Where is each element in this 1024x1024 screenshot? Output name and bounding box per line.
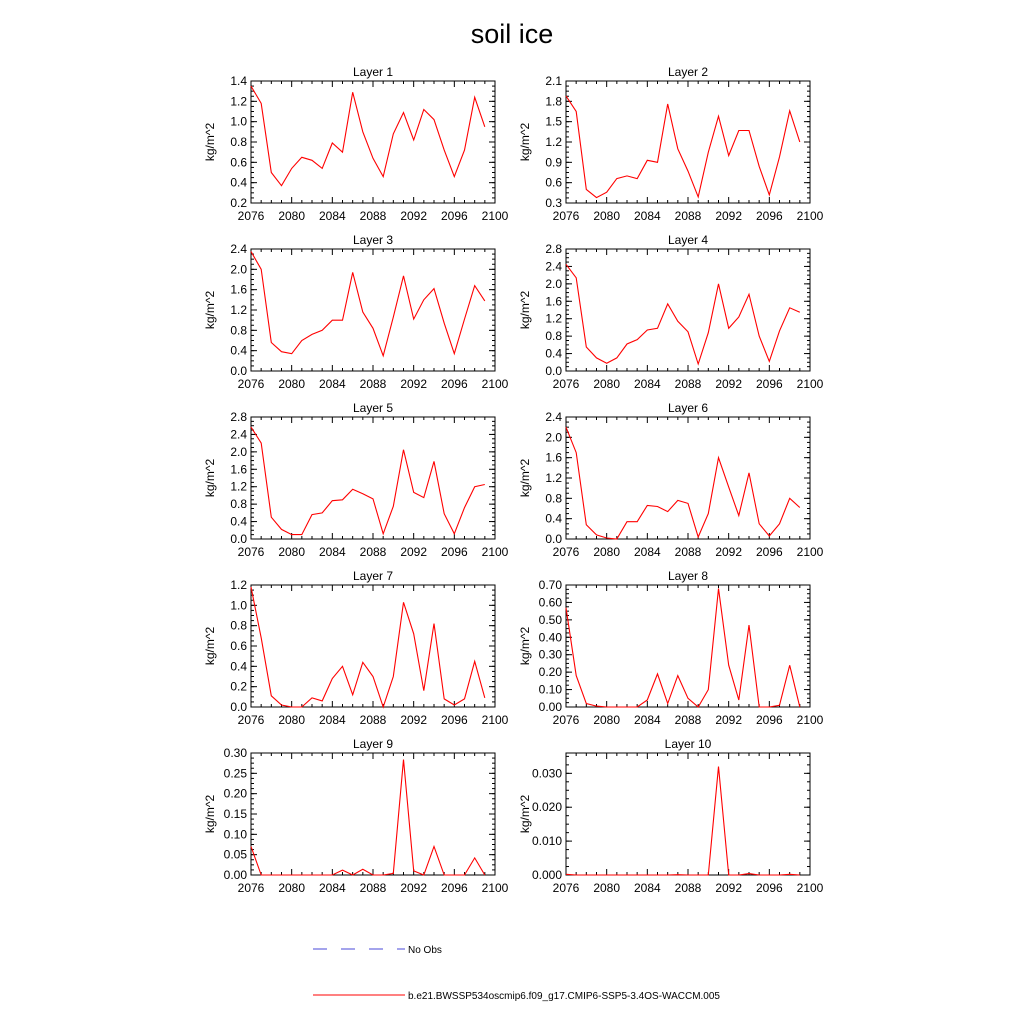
panel-grid xyxy=(203,65,824,895)
panel-layer-7 xyxy=(203,569,509,727)
x-tick-label: 2084 xyxy=(318,377,346,391)
x-tick-label: 2084 xyxy=(318,713,346,727)
x-tick-label: 2084 xyxy=(633,377,661,391)
x-tick-label: 2080 xyxy=(278,881,306,895)
series-line xyxy=(251,86,485,186)
y-tick-label: 0.020 xyxy=(531,800,562,815)
x-tick-label: 2080 xyxy=(593,545,621,559)
x-tick-label: 2088 xyxy=(674,377,702,391)
y-tick-label: 1.6 xyxy=(545,294,562,309)
x-tick-label: 2080 xyxy=(593,881,621,895)
x-tick-label: 2080 xyxy=(278,209,306,223)
x-tick-label: 2084 xyxy=(633,545,661,559)
y-tick-label: 1.2 xyxy=(545,135,562,149)
panel-layer-4 xyxy=(518,233,824,391)
x-tick-label: 2096 xyxy=(755,881,783,895)
y-tick-label: 0.20 xyxy=(538,665,562,680)
x-tick-label: 2096 xyxy=(440,545,468,559)
x-tick-label: 2080 xyxy=(278,545,306,559)
x-tick-label: 2080 xyxy=(593,209,621,223)
x-tick-label: 2096 xyxy=(755,377,783,391)
y-tick-label: 0.0 xyxy=(230,700,247,714)
series-line xyxy=(566,589,800,708)
y-tick-label: 0.05 xyxy=(223,847,247,862)
panel-title: Layer 1 xyxy=(352,65,394,79)
plot-frame xyxy=(566,249,810,371)
series-line xyxy=(566,767,800,875)
series-line xyxy=(251,760,485,876)
x-tick-label: 2088 xyxy=(359,209,387,223)
panel-layer-8 xyxy=(518,569,824,727)
x-tick-label: 2088 xyxy=(359,881,387,895)
y-tick-label: 2.0 xyxy=(545,430,562,445)
x-tick-label: 2092 xyxy=(400,545,428,559)
x-tick-label: 2084 xyxy=(318,881,346,895)
y-tick-label: 1.6 xyxy=(230,462,247,477)
panel-layer-6 xyxy=(518,401,824,559)
x-tick-label: 2092 xyxy=(715,881,743,895)
x-tick-label: 2076 xyxy=(237,209,265,223)
x-tick-label: 2092 xyxy=(715,713,743,727)
panel-title: Layer 10 xyxy=(664,737,712,751)
panel-layer-3 xyxy=(203,233,509,391)
x-tick-label: 2100 xyxy=(481,881,509,895)
x-tick-label: 2080 xyxy=(278,713,306,727)
x-tick-label: 2100 xyxy=(481,209,509,223)
series-line xyxy=(566,427,800,539)
y-tick-label: 0.6 xyxy=(230,155,247,170)
x-tick-label: 2076 xyxy=(552,713,580,727)
y-tick-label: 0.10 xyxy=(538,682,562,697)
x-tick-label: 2080 xyxy=(593,713,621,727)
y-tick-label: 0.00 xyxy=(223,868,247,882)
y-tick-label: 0.4 xyxy=(230,659,247,674)
y-tick-label: 2.4 xyxy=(230,242,247,256)
panel-title: Layer 4 xyxy=(667,233,709,247)
y-tick-label: 2.1 xyxy=(545,74,562,88)
x-tick-label: 2084 xyxy=(633,881,661,895)
y-axis-label: kg/m^2 xyxy=(203,122,217,162)
x-tick-label: 2088 xyxy=(674,209,702,223)
y-tick-label: 2.4 xyxy=(545,410,562,424)
x-tick-label: 2100 xyxy=(796,713,824,727)
y-tick-label: 0.40 xyxy=(538,630,562,645)
y-tick-label: 1.2 xyxy=(545,311,562,326)
x-tick-label: 2096 xyxy=(755,713,783,727)
x-tick-label: 2092 xyxy=(400,377,428,391)
x-tick-label: 2076 xyxy=(237,545,265,559)
x-tick-label: 2096 xyxy=(755,545,783,559)
y-axis-label: kg/m^2 xyxy=(518,290,532,330)
y-tick-label: 0.30 xyxy=(223,746,247,760)
x-tick-label: 2088 xyxy=(359,713,387,727)
x-tick-label: 2092 xyxy=(400,209,428,223)
y-tick-label: 0.6 xyxy=(230,639,247,653)
y-tick-label: 1.0 xyxy=(230,598,247,613)
y-tick-label: 0.25 xyxy=(223,766,247,781)
y-tick-label: 0.8 xyxy=(545,491,562,506)
x-tick-label: 2100 xyxy=(481,713,509,727)
x-tick-label: 2084 xyxy=(318,209,346,223)
x-tick-label: 2080 xyxy=(593,377,621,391)
y-tick-label: 0.60 xyxy=(538,595,562,610)
series-line xyxy=(251,587,485,707)
x-tick-label: 2088 xyxy=(674,713,702,727)
legend-model-label: b.e21.BWSSP534oscmip6.f09_g17.CMIP6-SSP5-3.4OS-WACCM.005 xyxy=(408,991,720,1002)
y-tick-label: 0.8 xyxy=(230,135,247,149)
panel-title: Layer 2 xyxy=(667,65,709,79)
y-axis-label: kg/m^2 xyxy=(518,794,532,834)
x-tick-label: 2092 xyxy=(715,209,743,223)
series-line xyxy=(566,96,800,198)
plot-frame xyxy=(566,417,810,539)
plot-frame xyxy=(251,585,495,707)
series-line xyxy=(566,264,800,364)
x-tick-label: 2088 xyxy=(674,545,702,559)
x-tick-label: 2080 xyxy=(278,377,306,391)
y-tick-label: 2.0 xyxy=(230,262,247,277)
plot-frame xyxy=(566,81,810,203)
y-tick-label: 0.20 xyxy=(223,786,247,801)
x-tick-label: 2076 xyxy=(552,881,580,895)
y-axis-label: kg/m^2 xyxy=(518,458,532,498)
y-tick-label: 2.0 xyxy=(545,276,562,291)
panel-layer-10 xyxy=(518,737,824,895)
x-tick-label: 2084 xyxy=(633,713,661,727)
y-tick-label: 0.8 xyxy=(230,497,247,512)
plot-frame xyxy=(251,753,495,875)
panel-layer-1 xyxy=(203,65,509,223)
y-tick-label: 0.30 xyxy=(538,647,562,662)
y-tick-label: 1.6 xyxy=(230,282,247,297)
figure-title: soil ice xyxy=(470,19,554,49)
y-tick-label: 0.4 xyxy=(545,346,562,361)
y-tick-label: 0.0 xyxy=(230,532,247,546)
panel-title: Layer 9 xyxy=(352,737,394,751)
y-tick-label: 0.6 xyxy=(545,175,562,190)
y-tick-label: 0.00 xyxy=(538,700,562,714)
x-tick-label: 2076 xyxy=(552,545,580,559)
x-tick-label: 2076 xyxy=(237,377,265,391)
x-tick-label: 2076 xyxy=(237,881,265,895)
panel-title: Layer 8 xyxy=(667,569,709,583)
y-tick-label: 0.030 xyxy=(531,766,562,781)
y-tick-label: 0.8 xyxy=(230,323,247,338)
y-tick-label: 0.010 xyxy=(531,834,562,849)
panel-layer-2 xyxy=(518,65,824,223)
plot-frame xyxy=(566,753,810,875)
plot-frame xyxy=(251,417,495,539)
x-tick-label: 2092 xyxy=(400,713,428,727)
x-tick-label: 2088 xyxy=(359,545,387,559)
x-tick-label: 2100 xyxy=(796,209,824,223)
y-tick-label: 0.8 xyxy=(230,618,247,633)
y-tick-label: 0.15 xyxy=(223,807,247,821)
x-tick-label: 2096 xyxy=(755,209,783,223)
y-tick-label: 2.8 xyxy=(545,242,562,256)
y-tick-label: 1.2 xyxy=(230,479,247,494)
y-tick-label: 2.4 xyxy=(545,259,562,274)
x-tick-label: 2096 xyxy=(440,209,468,223)
legend xyxy=(313,945,720,1002)
plot-frame xyxy=(566,585,810,707)
y-tick-label: 2.8 xyxy=(230,410,247,424)
y-tick-label: 0.2 xyxy=(230,679,247,694)
x-tick-label: 2084 xyxy=(318,545,346,559)
panel-title: Layer 7 xyxy=(352,569,394,583)
y-tick-label: 0.000 xyxy=(531,868,562,882)
x-tick-label: 2100 xyxy=(481,545,509,559)
x-tick-label: 2076 xyxy=(552,377,580,391)
y-tick-label: 1.2 xyxy=(230,94,247,109)
x-tick-label: 2100 xyxy=(796,377,824,391)
y-tick-label: 1.0 xyxy=(230,114,247,129)
y-tick-label: 0.4 xyxy=(545,511,562,526)
x-tick-label: 2076 xyxy=(237,713,265,727)
y-tick-label: 2.0 xyxy=(230,444,247,459)
legend-no-obs-label: No Obs xyxy=(408,945,442,956)
y-tick-label: 0.70 xyxy=(538,578,562,592)
x-tick-label: 2096 xyxy=(440,881,468,895)
x-tick-label: 2100 xyxy=(796,545,824,559)
y-tick-label: 0.9 xyxy=(545,155,562,170)
panel-title: Layer 6 xyxy=(667,401,709,415)
y-tick-label: 0.4 xyxy=(230,514,247,529)
y-tick-label: 1.2 xyxy=(230,303,247,317)
x-tick-label: 2096 xyxy=(440,377,468,391)
y-tick-label: 1.5 xyxy=(545,114,562,129)
y-tick-label: 0.50 xyxy=(538,612,562,627)
x-tick-label: 2092 xyxy=(715,545,743,559)
y-tick-label: 0.0 xyxy=(545,364,562,378)
x-tick-label: 2092 xyxy=(715,377,743,391)
x-tick-label: 2100 xyxy=(481,377,509,391)
y-tick-label: 1.2 xyxy=(545,471,562,485)
x-tick-label: 2092 xyxy=(400,881,428,895)
y-axis-label: kg/m^2 xyxy=(203,794,217,834)
y-axis-label: kg/m^2 xyxy=(518,122,532,162)
y-tick-label: 0.4 xyxy=(230,175,247,190)
y-tick-label: 2.4 xyxy=(230,427,247,442)
panel-title: Layer 3 xyxy=(352,233,394,247)
y-tick-label: 1.4 xyxy=(230,74,247,88)
y-axis-label: kg/m^2 xyxy=(203,290,217,330)
y-tick-label: 0.4 xyxy=(230,343,247,358)
x-tick-label: 2088 xyxy=(359,377,387,391)
y-tick-label: 0.0 xyxy=(545,532,562,546)
y-axis-label: kg/m^2 xyxy=(203,458,217,498)
y-tick-label: 0.2 xyxy=(230,196,247,210)
plot-frame xyxy=(251,81,495,203)
y-axis-label: kg/m^2 xyxy=(518,626,532,666)
x-tick-label: 2088 xyxy=(674,881,702,895)
x-tick-label: 2096 xyxy=(440,713,468,727)
panel-title: Layer 5 xyxy=(352,401,394,415)
y-tick-label: 0.10 xyxy=(223,827,247,842)
panel-layer-9 xyxy=(203,737,509,895)
y-tick-label: 0.8 xyxy=(545,329,562,344)
series-line xyxy=(251,252,485,356)
y-tick-label: 1.6 xyxy=(545,450,562,465)
x-tick-label: 2084 xyxy=(633,209,661,223)
x-tick-label: 2100 xyxy=(796,881,824,895)
y-tick-label: 1.2 xyxy=(230,578,247,592)
panel-layer-5 xyxy=(203,401,509,559)
y-tick-label: 1.8 xyxy=(545,94,562,109)
x-tick-label: 2076 xyxy=(552,209,580,223)
y-axis-label: kg/m^2 xyxy=(203,626,217,666)
y-tick-label: 0.3 xyxy=(545,196,562,210)
y-tick-label: 0.0 xyxy=(230,364,247,378)
series-line xyxy=(251,427,485,535)
